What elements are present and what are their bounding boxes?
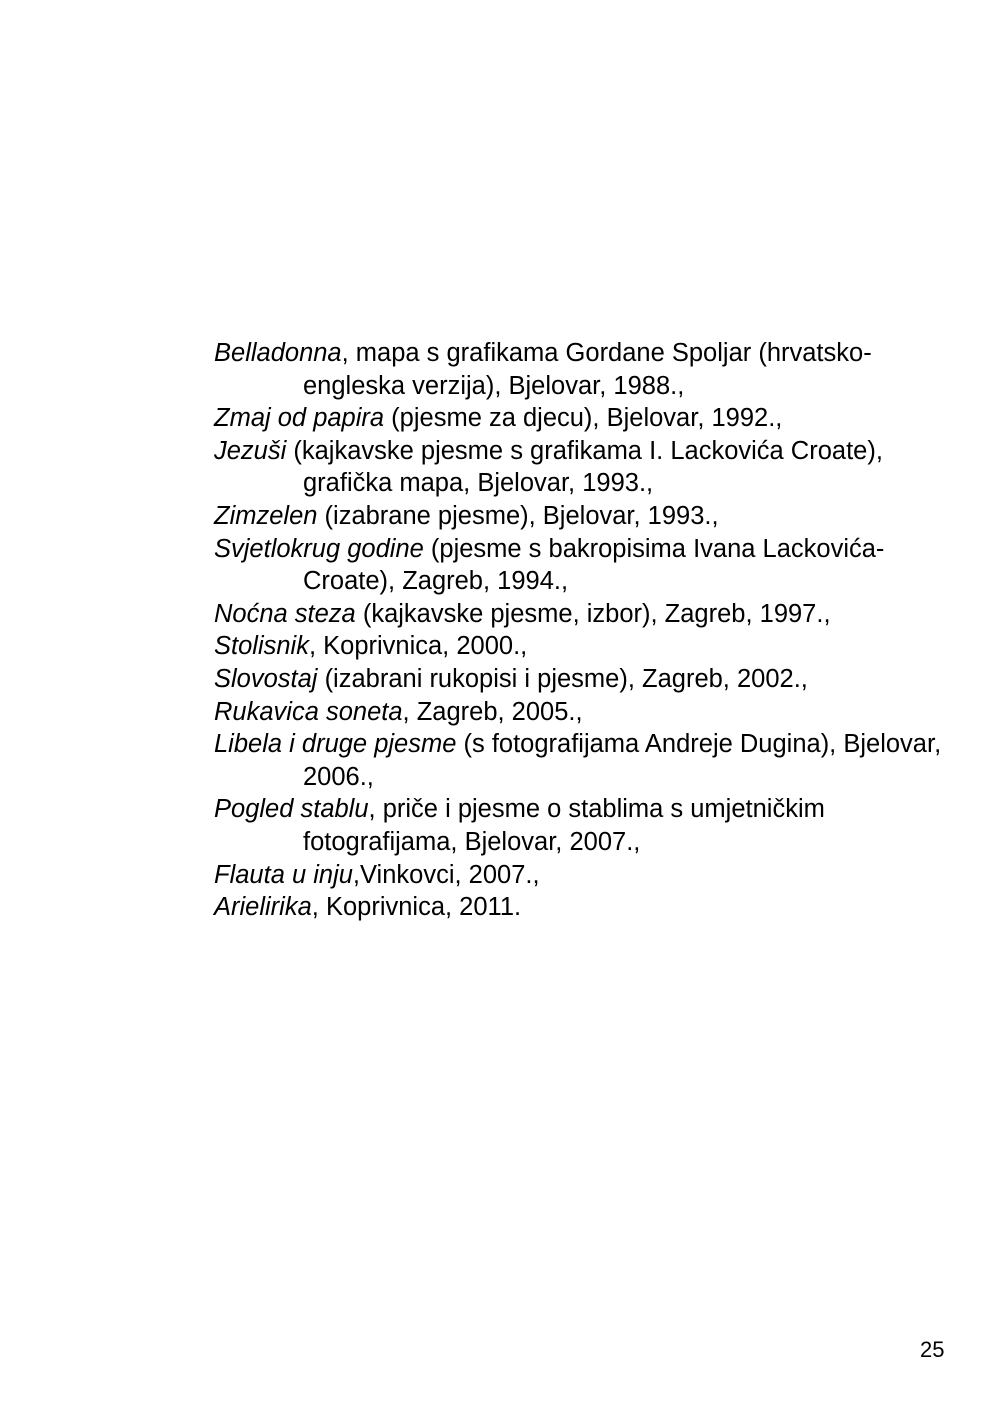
bibliography-entry [214, 598, 954, 631]
entry-details: ,Vinkovci, 2007., [352, 860, 540, 889]
entry-details: (s fotografijama Andreje Dugina), Bjelovar, 2006., [303, 730, 942, 791]
entry-title: Jezuši [214, 436, 287, 465]
bibliography-entry [214, 500, 954, 533]
entry-title: Noćna steza [214, 599, 356, 628]
entry-title: Arielirika [214, 893, 312, 922]
entry-title: Rukavica soneta [214, 697, 403, 726]
entry-title: Slovostaj [214, 664, 318, 693]
bibliography-entry [214, 337, 954, 402]
bibliography-entry [214, 630, 954, 663]
bibliography-entry [214, 533, 954, 598]
entry-details: (izabrane pjesme), Bjelovar, 1993., [317, 501, 719, 530]
bibliography-entry [214, 435, 954, 500]
bibliography-entry [214, 663, 954, 696]
entry-title: Flauta u inju [214, 860, 353, 889]
entry-title: Belladonna [214, 339, 342, 367]
entry-title: Pogled stablu [214, 795, 369, 824]
entry-details: (kajkavske pjesme, izbor), Zagreb, 1997., [355, 599, 831, 628]
entry-details: , priče i pjesme o stablima s umjetničkim fotografijama, Bjelovar, 2007., [303, 795, 825, 856]
entry-details: (pjesme za djecu), Bjelovar, 1992., [384, 404, 783, 433]
entry-title: Zmaj od papira [214, 404, 385, 433]
bibliography-entry [214, 793, 954, 858]
entry-details: (kajkavske pjesme s grafikama I. Lackovića Croate), grafička mapa, Bjelovar, 1993., [286, 436, 883, 498]
entry-title: Zimzelen [214, 501, 318, 530]
entry-title: Libela i druge pjesme [214, 730, 457, 759]
bibliography-entry [214, 859, 954, 892]
entry-details: , Koprivnica, 2000., [308, 632, 528, 661]
bibliography-entry [214, 728, 954, 793]
entry-details: , mapa s grafikama Gordane Spoljar (hrvatsko-engleska verzija), Bjelovar, 1988., [303, 339, 872, 400]
entry-details: , Koprivnica, 2011. [311, 893, 522, 922]
entry-title: Stolisnik [214, 632, 309, 661]
bibliography-entry [214, 696, 954, 729]
bibliography-list [214, 337, 954, 924]
bibliography-entry [214, 402, 954, 435]
entry-details: (izabrani rukopisi i pjesme), Zagreb, 2002., [317, 664, 808, 693]
bibliography-entry [214, 891, 954, 924]
entry-details: , Zagreb, 2005., [402, 697, 583, 726]
entry-details: (pjesme s bakropisima Ivana Lackovića-Croate), Zagreb, 1994., [303, 534, 885, 596]
entry-title: Svjetlokrug godine [214, 534, 424, 563]
page-number: 25 [920, 1337, 945, 1362]
